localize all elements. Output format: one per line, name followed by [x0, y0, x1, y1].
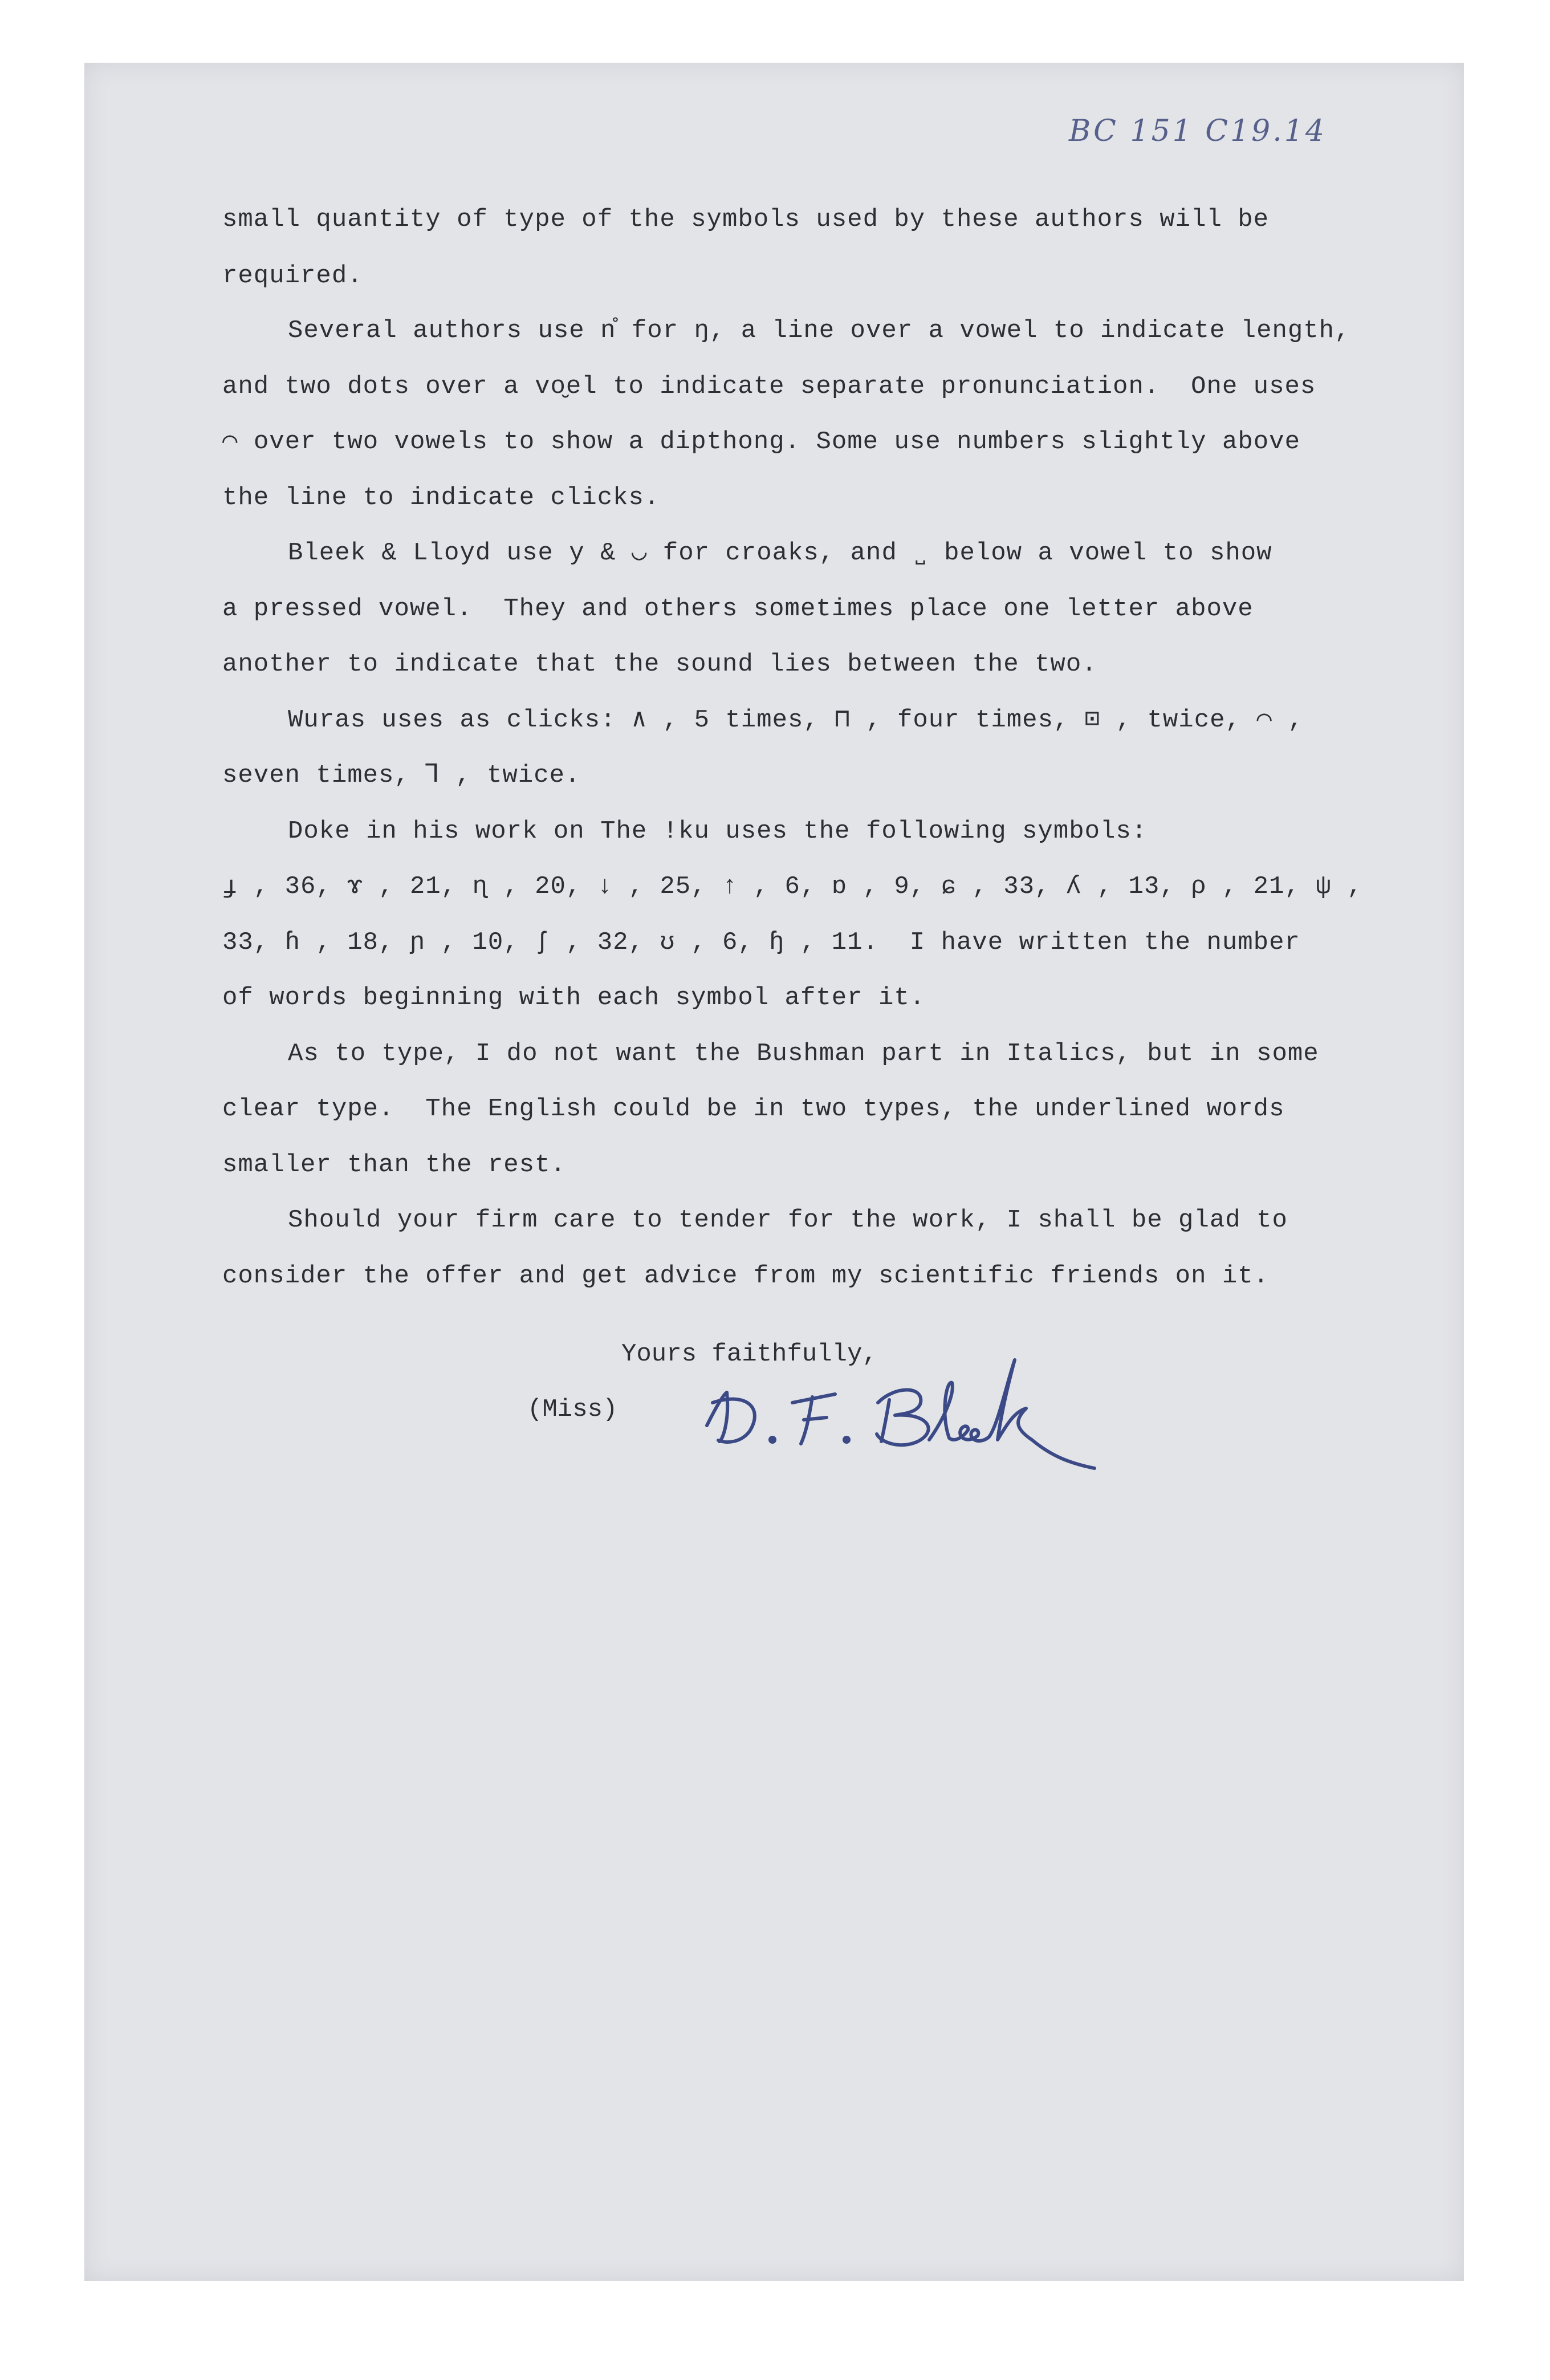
text-line: ⌒ over two vowels to show a dipthong. Some use numbers slightly above [222, 428, 1300, 456]
text-line: Wuras uses as clicks: ∧ , 5 times, ⊓ , four times, ⊡ , twice, ⌒ , [288, 706, 1304, 734]
text-line: smaller than the rest. [222, 1151, 566, 1179]
text-line: ɟ , 36, ɤ , 21, ɳ , 20, ↓ , 25, ↑ , 6, ɒ , 9, ɕ , 33, ʎ , 13, ρ , 21, ψ , [222, 872, 1363, 901]
text-line: clear type. The English could be in two types, the underlined words [222, 1095, 1285, 1123]
text-line: Should your firm care to tender for the work, I shall be glad to [288, 1206, 1288, 1234]
handwritten-signature [695, 1340, 1163, 1471]
text-line: another to indicate that the sound lies between the two. [222, 650, 1097, 679]
text-line: small quantity of type of the symbols used by these authors will be [222, 205, 1270, 234]
text-line: consider the offer and get advice from my scientific friends on it. [222, 1262, 1270, 1290]
sender-title: (Miss) [527, 1395, 618, 1424]
text-line: of words beginning with each symbol after it. [222, 984, 926, 1012]
text-line: seven times, ⅂ , twice. [222, 761, 581, 790]
text-line: required. [222, 262, 363, 290]
text-line: 33, ɦ , 18, ɲ , 10, ʃ , 32, ʊ , 6, ɧ , 11. I have written the number [222, 928, 1300, 957]
archive-reference-mark: BC 151 C19.14 [1069, 114, 1327, 148]
text-line: a pressed vowel. They and others sometimes place one letter above [222, 595, 1254, 623]
text-line: and two dots over a vo̮el to indicate separate pronunciation. One uses [222, 372, 1316, 401]
text-line: As to type, I do not want the Bushman part in Italics, but in some [288, 1039, 1319, 1068]
valediction: Yours faithfully, [621, 1340, 877, 1368]
text-line: the line to indicate clicks. [222, 484, 660, 512]
text-line: Bleek & Lloyd use y & ◡ for croaks, and ˽ below a vowel to show [288, 539, 1272, 567]
text-line: Doke in his work on The !ku uses the following symbols: [288, 817, 1148, 846]
text-line: Several authors use n̊ for ŋ, a line over a vowel to indicate length, [288, 316, 1350, 345]
